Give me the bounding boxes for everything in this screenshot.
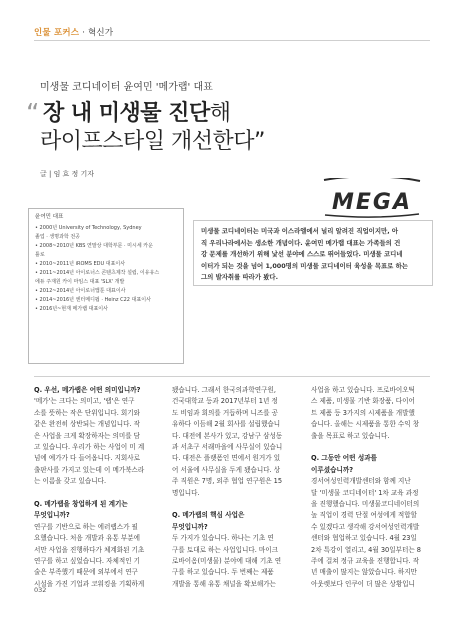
body-line: 습니다. 올해는 시제품을 통한 수익 창 — [311, 420, 420, 429]
question-line: Q. 우선, 메가랩은 어떤 의미입니까? — [34, 386, 141, 394]
page-number: 032 — [34, 586, 47, 594]
body-line: '메가'는 크다는 의미고, '랩'은 연구 — [34, 397, 135, 406]
intro-line: 강 문제를 개선하기 위해 낯선 분야에 스스로 뛰어들었다. 미생물 코디네 — [201, 250, 403, 258]
profile-item: 틀로 — [35, 252, 45, 258]
body-line: 주에 걸쳐 정규 교육을 진행합니다. 작 — [311, 557, 420, 566]
body-line: 는 이름을 갖고 있습니다. — [34, 477, 107, 486]
title-suffix: 해 — [209, 101, 231, 126]
section-tag — [34, 26, 113, 38]
question-line: 이루셨습니까? — [311, 465, 354, 474]
profile-item: • 2010~2011년 iROMS EDU 대표이사 — [35, 260, 177, 269]
question-line: Q. 메가랩의 핵심 사업은 — [172, 511, 245, 520]
section-sub-label: · 혁신가 — [82, 28, 114, 38]
body-line: 경서여성인력개발센터와 함께 지난 — [311, 477, 411, 486]
intro-line: 그의 발자취를 따라가 봤다. — [201, 273, 279, 281]
body-line: 도 비임과 회의를 거듭하며 니즈를 공 — [172, 408, 279, 417]
profile-item: • 2008~2010년 KBS 연말상 대학부문 · 미시세 카운 — [35, 242, 177, 251]
body-line: 구를 하고 있습니다. 두 번째는 제품 — [172, 568, 274, 577]
question-line: 무엇입니까? — [34, 511, 70, 520]
body-line: 센터와 협업하고 있습니다. 4월 23일 — [311, 534, 417, 543]
profile-item: • 2014~2016년 엔터메디펍 · Heinz C22 대표이사 — [35, 296, 177, 305]
profile-item: • 2012~2014년 아이로너앱툰 대표이사 — [35, 287, 177, 296]
body-line: 다. 대전은 플랫폼인 면에서 원거가 있 — [172, 454, 281, 463]
body-line: 년 매출이 많지는 않았습니다. 하지만 — [311, 568, 418, 577]
body-line: 개발을 통해 유통 채널을 확보해가는 — [172, 579, 276, 588]
top-divider — [34, 40, 430, 41]
body-line: 같은 완전히 상반되는 개념입니다. 작 — [34, 420, 141, 429]
body-line: 유하다 이듬해 2월 회사를 설립했습니 — [172, 420, 281, 429]
body-line: 달 '미생물 코디네이터' 1차 교육 과정 — [311, 488, 419, 497]
body-line: 구를 토대로 하는 사업입니다. 마이크 — [172, 545, 279, 554]
paragraph-gap — [311, 442, 433, 453]
intro-line: 이터가 되는 것을 넘어 1,000명의 미생물 코디네이터 육성을 목표로 하는 — [201, 261, 408, 270]
middle-divider — [34, 376, 430, 377]
body-line: 술은 부족했기 때문에 외부에서 연구 — [34, 568, 138, 577]
body-line: 높 직업이 경력 단절 여성에게 적합할 — [311, 511, 418, 520]
article-column-3 — [311, 385, 433, 590]
profile-item: • 2011~2014년 아이로너스 콘텐츠제작 설립, 이유유스 — [35, 269, 177, 278]
body-line: 아웃렛보다 인쿠이 더 많은 상황입니 — [311, 579, 415, 588]
body-line: 과 서초구 서래마을에 사무실이 있습니 — [172, 443, 283, 452]
title-line2-text: 라이프스타일 개선한다 — [40, 129, 255, 154]
body-line: 다. 대전에 본사가 있고, 강남구 삼성동 — [172, 431, 283, 440]
intro-summary — [193, 220, 433, 286]
body-line: 스 제품, 미생물 기반 화장품, 다이어 — [311, 397, 415, 406]
body-line: 소를 뜻하는 작은 단위입니다. 회기와 — [34, 408, 141, 417]
profile-item: 졸업 · 생명과학 전공 — [35, 234, 80, 240]
article-title — [26, 100, 265, 156]
body-line: 됐습니다. 그래서 한국의과학연구원, — [172, 386, 276, 394]
article-column-2 — [172, 385, 294, 590]
body-line: 고 있습니다. 우리가 하는 사업이 미 계 — [34, 443, 145, 452]
body-line: 2차 특강이 열리고, 4월 30일부터는 8 — [311, 545, 421, 554]
profile-heading: 윤여민 대표 — [35, 214, 64, 220]
body-line: 사업을 하고 있습니다. 프로바이오틱 — [311, 386, 415, 394]
body-line: 주 직원은 7명, 외주 협업 연구원은 15 — [172, 477, 283, 486]
body-line: 서만 사업을 진행하다가 체계화된 기초 — [34, 545, 145, 554]
byline: 글 | 임 효 정 기자 — [40, 170, 95, 178]
body-line: 트 제품 등 3가지의 시제품을 개발했 — [311, 408, 415, 417]
profile-item: • 2000년 University of Technology, Sydney — [35, 224, 177, 233]
profile-item: 에듀 주재원 카이 마임스 대표 'SLX' 개발 — [35, 279, 125, 285]
body-line: 명입니다. — [172, 488, 200, 497]
body-line: 출판사를 가지고 있는데 이 메가북스라 — [34, 465, 145, 474]
body-line: 출을 목표로 하고 있습니다. — [311, 431, 390, 440]
paragraph-gap — [172, 499, 294, 510]
intro-line: 직 우리나라에서는 생소한 개념이다. 윤여민 메가랩 대표는 가족들의 건 — [201, 238, 401, 247]
body-line: 연구를 하고 싶었습니다. 자체적인 기 — [34, 557, 141, 566]
body-line: 시설을 가진 기업과 코워킹을 기획하게 — [34, 579, 145, 588]
profile-list — [35, 224, 177, 314]
body-line: 은 사업을 크게 확장하자는 의미를 담 — [34, 431, 141, 440]
title-line-1 — [26, 100, 265, 128]
paragraph-gap — [34, 488, 156, 499]
profile-box — [28, 208, 184, 364]
body-line: 넘에 예가가 다 들어옵니다. 지회사로 — [34, 454, 141, 463]
close-quote-icon: ” — [254, 129, 265, 154]
body-line: 두 가지가 있습니다. 하나는 기초 연 — [172, 534, 274, 543]
title-bold: 장 내 미생물 진단 — [42, 101, 210, 126]
section-label: 인물 포커스 — [34, 28, 80, 38]
question-line: 무엇입니까? — [172, 522, 208, 531]
body-line: 로바이옴(미생물) 분야에 대해 기초 연 — [172, 557, 282, 566]
logo-text: MEGA — [331, 190, 413, 215]
body-line: 수 있겠다고 생각해 강서여성인력개발 — [311, 522, 420, 531]
title-line-2 — [40, 128, 265, 156]
question-line: Q. 그동안 어떤 성과를 — [311, 454, 377, 463]
open-quote-icon: “ — [26, 99, 39, 129]
question-line: Q. 메가랩을 창업하게 된 계기는 — [34, 500, 128, 509]
body-line: 어 서울에 사무실을 두게 됐습니다. 상 — [172, 465, 281, 474]
mega-logo — [322, 178, 422, 218]
body-line: 연구를 기반으로 하는 에러랩스가 필 — [34, 522, 138, 531]
profile-item: • 2016년~현재 메가랩 대표이사 — [35, 305, 177, 314]
body-line: 요했습니다. 처음 개발과 유통 부분에 — [34, 534, 141, 543]
body-line: 을 진행했습니다. 미생물코디네이터의 — [311, 500, 420, 509]
intro-line: 미생물 코디네이터는 미국과 이스라엘에서 널리 알려진 직업이지만, 아 — [201, 227, 399, 235]
article-column-1 — [34, 385, 156, 590]
article-subtitle: 미생물 코디네이터 윤여민 '메가랩' 대표 — [40, 82, 213, 93]
body-line: 건국대학교 등과 2017년부터 1년 정 — [172, 397, 278, 406]
